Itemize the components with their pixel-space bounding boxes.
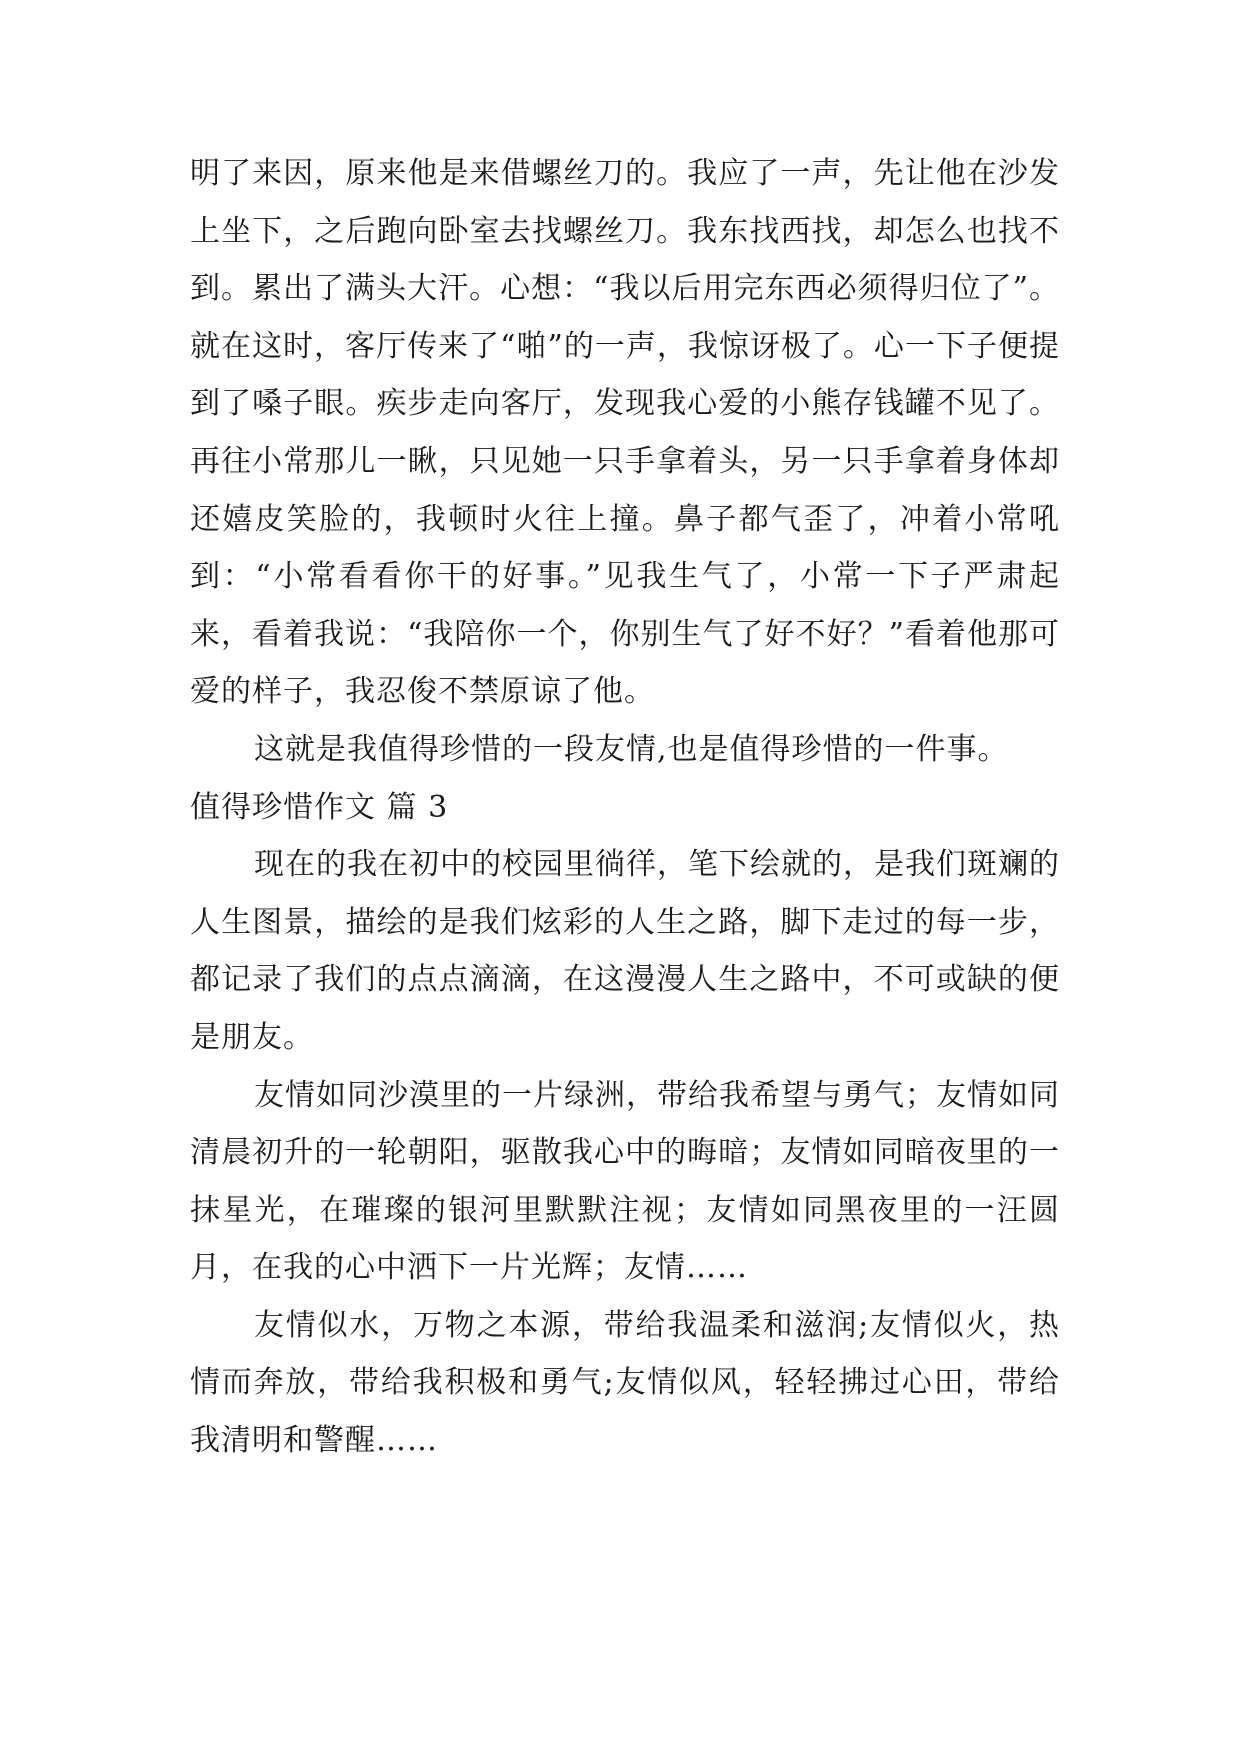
paragraph-story-ending: 明了来因，原来他是来借螺丝刀的。我应了一声，先让他在沙发上坐下，之后跑向卧室去找螺丝刀。我东找西找，却怎么也找不到。累出了满头大汗。心想：“我以后用完东西必须得归位了”。就在这时，客厅传来了“啪”的一声，我惊讶极了。心一下子便提到了嗓子眼。疾步走向客厅，发现我心爱的小熊存钱罐不见了。再往小常那儿一瞅，只见她一只手拿着头，另一只手拿着身体却还嬉皮笑脸的，我顿时火往上撞。鼻子都气歪了，冲着小常吼到：“小常看看你干的好事。”见我生气了，小常一下子严肃起来，看着我说：“我陪你一个，你别生气了好不好？”看着他那可爱的样子，我忍俊不禁原谅了他。 (190, 156, 1060, 710)
paragraph-intro-friends: 现在的我在初中的校园里徜徉，笔下绘就的，是我们斑斓的人生图景，描绘的是我们炫彩的人生之路，脚下走过的每一步，都记录了我们的点点滴滴，在这漫漫人生之路中，不可或缺的便是朋友。 (190, 847, 1060, 1055)
document-body (190, 145, 1060, 1470)
paragraph-conclusion: 这就是我值得珍惜的一段友情,也是值得珍惜的一件事。 (254, 731, 1009, 767)
paragraph-friendship-elements: 友情似水，万物之本源，带给我温柔和滋润;友情似火，热情而奔放，带给我积极和勇气;友情似风，轻轻拂过心田，带给我清明和警醒…… (190, 1307, 1060, 1459)
section-heading: 值得珍惜作文 篇 3 (190, 789, 449, 825)
paragraph-friendship-metaphors: 友情如同沙漠里的一片绿洲，带给我希望与勇气；友情如同清晨初升的一轮朝阳，驱散我心中的晦暗；友情如同暗夜里的一抹星光，在璀璨的银河里默默注视；友情如同黑夜里的一汪圆月，在我的心中洒下一片光辉；友情…… (190, 1077, 1060, 1286)
